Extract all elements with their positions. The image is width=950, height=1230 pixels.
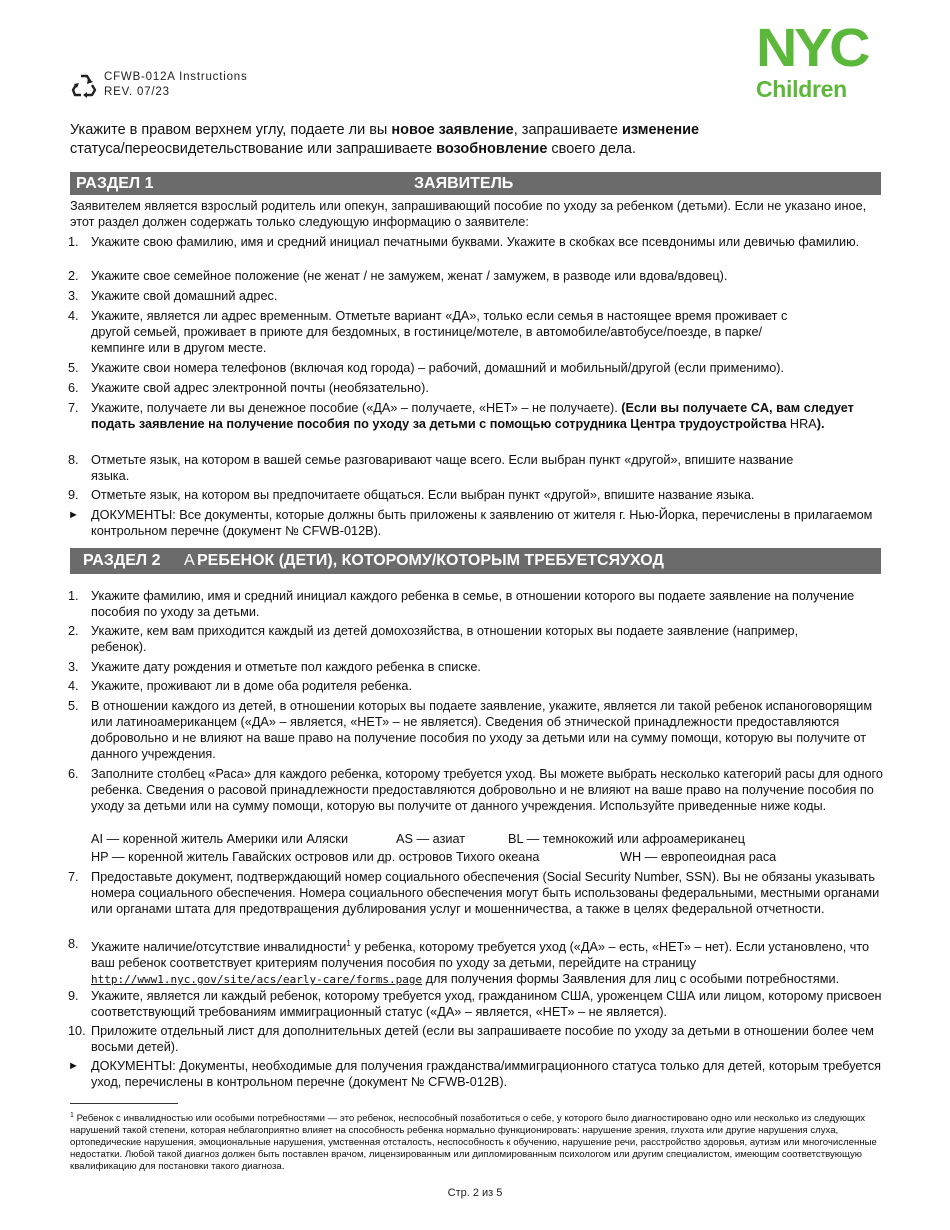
arrow-bullet-icon: ► — [68, 1060, 79, 1072]
section2-title: РЕБЕНОК (ДЕТИ), КОТОРОМУ/КОТОРЫМ ТРЕБУЕТСЯУХОД — [197, 552, 664, 569]
list-item — [68, 234, 883, 250]
item7-bold: (Если вы получаете CA, вам следует подать заявление на получение пособия по уходу за детьми с помощью сотрудника Центра трудоустройства — [91, 401, 854, 431]
item-text: ДОКУМЕНТЫ: Документы, необходимые для получения гражданства/иммиграционного статуса только для детей, которым требуется уход, перечислены в контрольном перечне (документ № CFWB-012B). — [91, 1059, 881, 1089]
item-text: Укажите свои номера телефонов (включая код города) – рабочий, домашний и мобильный/другой (если применимо). — [91, 361, 785, 375]
item-text: Укажите свой домашний адрес. — [91, 289, 278, 303]
revision-label: REV. — [104, 86, 133, 98]
item-number: 4. — [68, 679, 79, 693]
item8-text: для получения формы Заявления для лиц с особыми потребностями. — [422, 972, 840, 987]
item-text: Укажите, является ли адрес временным. Отметьте вариант «ДА», только если семья в настоящее время проживает с другой семьей, проживает в приюте для бездомных, в гостинице/мотеле, в автомобиле/автобусе/поезде, в парке/кемпинге или в другом месте. — [91, 309, 788, 355]
intro-part: Укажите в правом верхнем углу, подаете ли вы — [70, 122, 392, 138]
item-text: Отметьте язык, на котором вы предпочитаете общаться. Если выбран пункт «другой», впишите название языка. — [91, 488, 755, 502]
section1-header — [70, 172, 881, 195]
section1-label: РАЗДЕЛ 1 — [76, 175, 154, 192]
list-item — [68, 380, 883, 396]
item-number: 5. — [68, 699, 79, 713]
item-text: Приложите отдельный лист для дополнительных детей (если вы запрашиваете пособие по уходу за детьми в отношении более чем восьми детей). — [91, 1024, 874, 1054]
item-text: Укажите, является ли каждый ребенок, которому требуется уход, гражданином США, уроженцем США или лицом, которому присвоен соответствующий требованиям иммиграционный статус («ДА» – является, «НЕТ» – не является). — [91, 989, 882, 1019]
item7-bold-end: ). — [816, 417, 825, 431]
item-text: ДОКУМЕНТЫ: Все документы, которые должны быть приложены к заявлению от жителя г. Нью-Йорка, перечислены в прилагаемом контрольном перечне (документ № CFWB-012B). — [91, 508, 873, 538]
intro-part: статуса/переосвидетельствование или запрашиваете — [70, 141, 437, 157]
race-code-hp: HP — коренной житель Гавайских островов или др. островов Тихого океана — [91, 850, 540, 864]
item-number: 2. — [68, 269, 79, 283]
item8-text: Укажите наличие/отсутствие инвалидности — [91, 940, 347, 955]
footnote-text: Ребенок с инвалидностью или особыми потребностями — это ребенок, неспособный позаботиться о себе, у которого было диагностировано одно или несколько из следующих нарушений такой степени, которая неблагоприятно влияет на способность ребенка нормально функционировать: нарушение зрения, глухота или другие нарушения слуха, ортопедические нарушения, эмоциональные нарушения, умственная отсталость, неспособность к обучению, нарушение речи, расстройство здоровья, аутизм или многочисленные недостатки. Любой такой диагноз должен быть поставлен врачом, лицензированным или дипломированным психологом или другим специалистом, имеющим соответствующую квалификацию для постановки такого диагноза. — [70, 1113, 877, 1173]
section2-title-prefix: А — [184, 552, 195, 569]
item-number: 8. — [68, 937, 79, 951]
race-code-bl: BL — темнокожий или афроамериканец — [508, 832, 745, 846]
revision — [104, 85, 170, 99]
intro-part: своего дела. — [547, 141, 636, 157]
nyc-children-logo — [752, 18, 902, 104]
forms-link[interactable]: http://www1.nyc.gov/site/acs/early-care/forms.page — [91, 973, 423, 987]
logo-children-text: Children — [756, 76, 847, 102]
item-text: Укажите свою фамилию, имя и средний инициал печатными буквами. Укажите в скобках все псевдонимы или девичью фамилию. — [91, 235, 860, 249]
item-number: 6. — [68, 381, 79, 395]
item-text: Предоставьте документ, подтверждающий номер социального обеспечения (Social Security Number, SSN). Вы не обязаны указывать номера социального обеспечения. Номера социального обеспечения могут быть использованы федеральными, местными органами или органами штата для предотвращения дублирования услуг и мошенничества, а также в целях федеральной отчетности. — [91, 870, 880, 916]
list-item — [68, 360, 883, 376]
intro-bold-change: изменение — [621, 122, 700, 138]
footnote-divider — [70, 1103, 178, 1104]
list-item — [68, 1023, 883, 1055]
list-item — [68, 698, 883, 762]
section1-title: ЗАЯВИТЕЛЬ — [414, 175, 514, 192]
race-code-as: AS — азиат — [396, 832, 466, 846]
form-code: CFWB-012A Instructions — [104, 71, 248, 83]
revision-date: 07/23 — [137, 86, 170, 98]
list-item — [68, 936, 883, 988]
item-text — [91, 936, 883, 988]
section2-header — [70, 548, 881, 574]
list-item — [68, 988, 883, 1020]
item-number: 1. — [68, 589, 79, 603]
item-number: 3. — [68, 660, 79, 674]
item-text: Заполните столбец «Раса» для каждого ребенка, которому требуется уход. Вы можете выбрать несколько категорий расы для одного ребенка. Сведения о расовой принадлежности предоставляются добровольно и не влияют на ваше право на получение пособия по уходу за детьми или на сумму помощи, которую вы получите от данного учреждения. Используйте приведенные ниже коды. — [91, 767, 883, 813]
item-text — [91, 400, 883, 432]
recycle-icon — [70, 72, 98, 100]
item-number: 9. — [68, 989, 79, 1003]
item7-hra: HRA — [786, 417, 817, 431]
item-number: 8. — [68, 453, 79, 467]
list-item — [68, 659, 883, 675]
intro-text — [70, 121, 882, 159]
item-number: 9. — [68, 488, 79, 502]
list-item — [68, 623, 883, 655]
item-number: 3. — [68, 289, 79, 303]
section2-label: РАЗДЕЛ 2 — [83, 552, 161, 569]
race-code-ai: AI — коренной житель Америки или Аляски — [91, 832, 349, 846]
intro-part: , запрашиваете — [513, 122, 622, 138]
item-number: 10. — [68, 1024, 86, 1038]
item-number: 7. — [68, 870, 79, 884]
list-item — [68, 487, 883, 503]
item-number: 5. — [68, 361, 79, 375]
list-item — [68, 288, 883, 304]
footnote-number: 1 — [70, 1112, 74, 1119]
item-text: Укажите дату рождения и отметьте пол каждого ребенка в списке. — [91, 660, 481, 674]
item-text: В отношении каждого из детей, в отношении которых вы подаете заявление, укажите, является ли такой ребенок испаноговорящим или латиноамериканцем («ДА» – является, «НЕТ» – не является). Сведения об этнической принадлежности предоставляются добровольно и не влияют на ваше право на получение пособия по уходу за детьми или на сумму помощи, которую вы получите от данного учреждения. — [91, 699, 873, 761]
list-item — [68, 678, 883, 694]
section1-lead: Заявителем является взрослый родитель или опекун, запрашивающий пособие по уходу за ребенком (детьми). Если не указано иное, этот раздел должен содержать только следующую информацию о заявителе: — [70, 199, 867, 229]
item-text: Укажите, кем вам приходится каждый из детей домохозяйства, в отношении которых вы подаете заявление (например, ребенок). — [91, 624, 799, 654]
item-text: Отметьте язык, на котором в вашей семье разговаривают чаще всего. Если выбран пункт «другой», впишите название языка. — [91, 453, 794, 483]
list-item — [68, 588, 883, 620]
item-number: 6. — [68, 767, 79, 781]
footnote-ref: 1 — [346, 939, 351, 948]
intro-bold-renewal: возобновление — [436, 141, 548, 157]
list-item — [68, 400, 883, 432]
list-item — [68, 308, 883, 356]
item7-text: Укажите, получаете ли вы денежное пособие («ДА» – получаете, «НЕТ» – не получаете). — [91, 401, 622, 415]
item-number: 7. — [68, 401, 79, 415]
list-item — [68, 869, 883, 917]
item-number: 1. — [68, 235, 79, 249]
logo-nyc-text: NYC — [756, 18, 868, 78]
page-number: Стр. 2 из 5 — [447, 1187, 503, 1199]
documents-note — [68, 507, 883, 539]
item-number: 2. — [68, 624, 79, 638]
item-number: 4. — [68, 309, 79, 323]
item-text: Укажите свой адрес электронной почты (необязательно). — [91, 381, 429, 395]
documents-note — [68, 1058, 883, 1090]
item-text: Укажите, проживают ли в доме оба родителя ребенка. — [91, 679, 413, 693]
footnote — [70, 1110, 882, 1173]
item-text: Укажите фамилию, имя и средний инициал каждого ребенка в семье, в отношении которого вы подаете заявление на получение пособия по уходу за детьми. — [91, 589, 855, 619]
item-text: Укажите свое семейное положение (не женат / не замужем, женат / замужем, в разводе или вдова/вдовец). — [91, 269, 728, 283]
list-item — [68, 268, 883, 284]
race-code-wh: WH — европеоидная раса — [620, 850, 777, 864]
list-item — [68, 452, 883, 484]
list-item — [68, 766, 883, 814]
item8-text: у ребенка, которому требуется уход («ДА» – есть, «НЕТ» – нет). Если установлено, что ваш ребенок соответствует критериям получения пособия по уходу за детьми, перейдите на страницу — [91, 940, 870, 971]
arrow-bullet-icon: ► — [68, 509, 79, 521]
intro-bold-new: новое заявление — [391, 122, 514, 138]
